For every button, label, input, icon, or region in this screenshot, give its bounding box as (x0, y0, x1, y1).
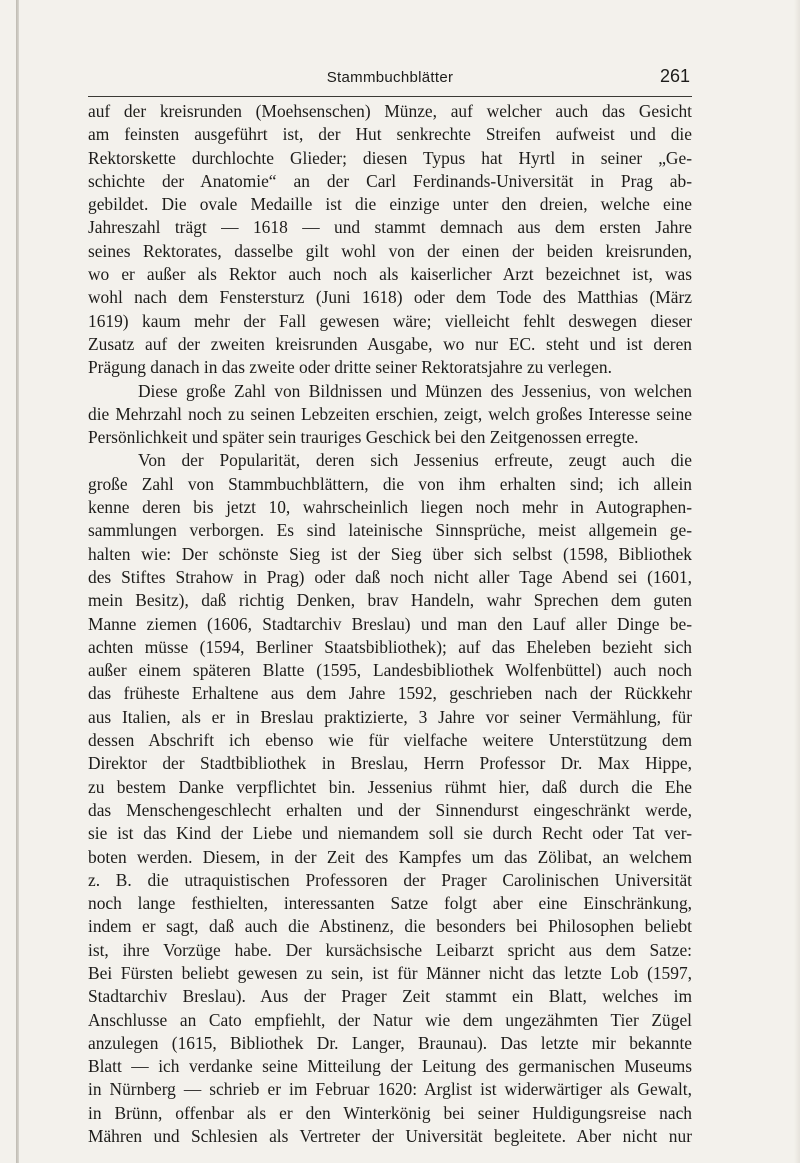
text-line: schichte der Anatomie“ an der Carl Ferdinands-Universität in Prag ab- (88, 170, 692, 191)
text-line: das Menschengeschlecht erhalten und der Sinnendurst eingeschränkt werde, (88, 799, 692, 820)
text-line: dessen Abschrift ich ebenso wie für vielfache weitere Unterstützung dem (88, 730, 692, 751)
text-line: sammlungen verborgen. Es sind lateinische Sinnsprüche, meist allgemein ge- (88, 520, 692, 541)
page-header (88, 66, 692, 97)
text-line: boten werden. Diesem, in der Zeit des Kampfes um das Zölibat, an welchem (88, 846, 692, 867)
page-right-edge (794, 0, 800, 1163)
text-line: Stadtarchiv Breslau). Aus der Prager Zeit stammt ein Blatt, welches im (88, 986, 692, 1007)
text-line: 1619) kaum mehr der Fall gewesen wäre; vielleicht fehlt deswegen dieser (88, 310, 692, 331)
text-line: das früheste Erhaltene aus dem Jahre 1592, geschrieben nach der Rückkehr (88, 683, 692, 704)
text-line: halten wie: Der schönste Sieg ist der Sieg über sich selbst (1598, Bibliothek (88, 543, 692, 564)
text-line: sie ist das Kind der Liebe und niemandem soll sie durch Recht oder Tat ver- (88, 823, 692, 844)
text-line: außer einem späteren Blatte (1595, Landesbibliothek Wolfenbüttel) auch noch (88, 660, 692, 681)
text-line: auf der kreisrunden (Moehsenschen) Münze, auf welcher auch das Gesicht (88, 101, 692, 121)
running-title: Stammbuchblätter (326, 69, 454, 86)
text-line: indem er sagt, daß auch die Abstinenz, die besonders bei Philosophen beliebt (88, 916, 692, 937)
text-line: kenne deren bis jetzt 10, wahrscheinlich liegen noch mehr in Autographen- (88, 497, 692, 518)
text-line: in Nürnberg — schrieb er im Februar 1620: Arglist ist widerwärtiger als Gewalt, (88, 1079, 692, 1100)
text-line: achten müsse (1594, Berliner Staatsbibliothek); auf das Eheleben bezieht sich (88, 636, 692, 657)
text-line: seines Rektorates, dasselbe gilt wohl von der einen der beiden kreisrunden, (88, 240, 692, 261)
text-line: Anschlusse an Cato empfiehlt, der Natur wie dem ungezähmten Tier Zügel (88, 1009, 692, 1030)
text-line: zu bestem Danke verpflichtet bin. Jessenius rühmt hier, daß durch die Ehe (88, 776, 692, 797)
text-line: wo er außer als Rektor auch noch als kaiserlicher Arzt bezeichnet ist, was (88, 264, 692, 285)
text-line: noch lange festhielten, interessanten Satze folgt aber eine Einschränkung, (88, 893, 692, 914)
text-line: Jahreszahl trägt — 1618 — und stammt demnach aus dem ersten Jahre (88, 217, 692, 238)
body-text (88, 100, 692, 1148)
text-line: am feinsten ausgeführt ist, der Hut senkrechte Streifen aufweist und die (88, 124, 692, 145)
text-line: in Brünn, offenbar als er den Winterkönig bei seiner Huldigungsreise nach (88, 1102, 692, 1123)
text-line: große Zahl von Stammbuchblättern, die von ihm erhalten sind; ich allein (88, 473, 692, 494)
text-line: Rektorskette durchlochte Glieder; diesen Typus hat Hyrtl in seiner „Ge- (88, 147, 692, 168)
text-line: Von der Popularität, deren sich Jessenius erfreute, zeugt auch die (138, 450, 692, 471)
text-line: Prägung danach in das zweite oder dritte seiner Rektoratsjahre zu verlegen. (88, 357, 612, 378)
text-line: anzulegen (1615, Bibliothek Dr. Langer, Braunau). Das letzte mir bekannte (88, 1032, 692, 1053)
text-line: Manne ziemen (1606, Stadtarchiv Breslau) und man den Lauf aller Dinge be- (88, 613, 692, 634)
text-line: die Mehrzahl noch zu seinen Lebzeiten erschien, zeigt, welch großes Interesse seine (88, 403, 692, 424)
text-line: wohl nach dem Fenstersturz (Juni 1618) oder dem Tode des Matthias (März (88, 287, 692, 308)
text-line: aus Italien, als er in Breslau praktizierte, 3 Jahre vor seiner Vermählung, für (88, 706, 692, 727)
text-line: Bei Fürsten beliebt gewesen zu sein, ist für Männer nicht das letzte Lob (1597, (88, 962, 692, 983)
page-number: 261 (659, 66, 690, 86)
text-line: gebildet. Die ovale Medaille ist die einzige unter den dreien, welche eine (88, 194, 692, 215)
text-line: Mähren und Schlesien als Vertreter der Universität begleitete. Aber nicht nur (88, 1126, 692, 1147)
text-line: Persönlichkeit und später sein trauriges Geschick bei den Zeitgenossen erregte. (88, 427, 639, 448)
text-line: Diese große Zahl von Bildnissen und Münzen des Jessenius, von welchen (138, 380, 692, 401)
text-line: Blatt — ich verdanke seine Mitteilung der Leitung des germanischen Museums (88, 1056, 692, 1077)
text-line: z. B. die utraquistischen Professoren der Prager Carolinischen Universität (88, 869, 692, 890)
text-line: Zusatz auf der zweiten kreisrunden Ausgabe, wo nur EC. steht und ist deren (88, 333, 692, 354)
text-line: Direktor der Stadtbibliothek in Breslau, Herrn Professor Dr. Max Hippe, (88, 753, 692, 774)
text-line: mein Besitz), daß richtig Denken, brav Handeln, wahr Sprechen dem guten (88, 590, 692, 611)
page-binding-edge (16, 0, 19, 1163)
text-line: des Stiftes Strahow in Prag) oder daß noch nicht aller Tage Abend sei (1601, (88, 566, 692, 587)
text-line: ist, ihre Vorzüge habe. Der kursächsische Leibarzt spricht aus dem Satze: (88, 939, 692, 960)
